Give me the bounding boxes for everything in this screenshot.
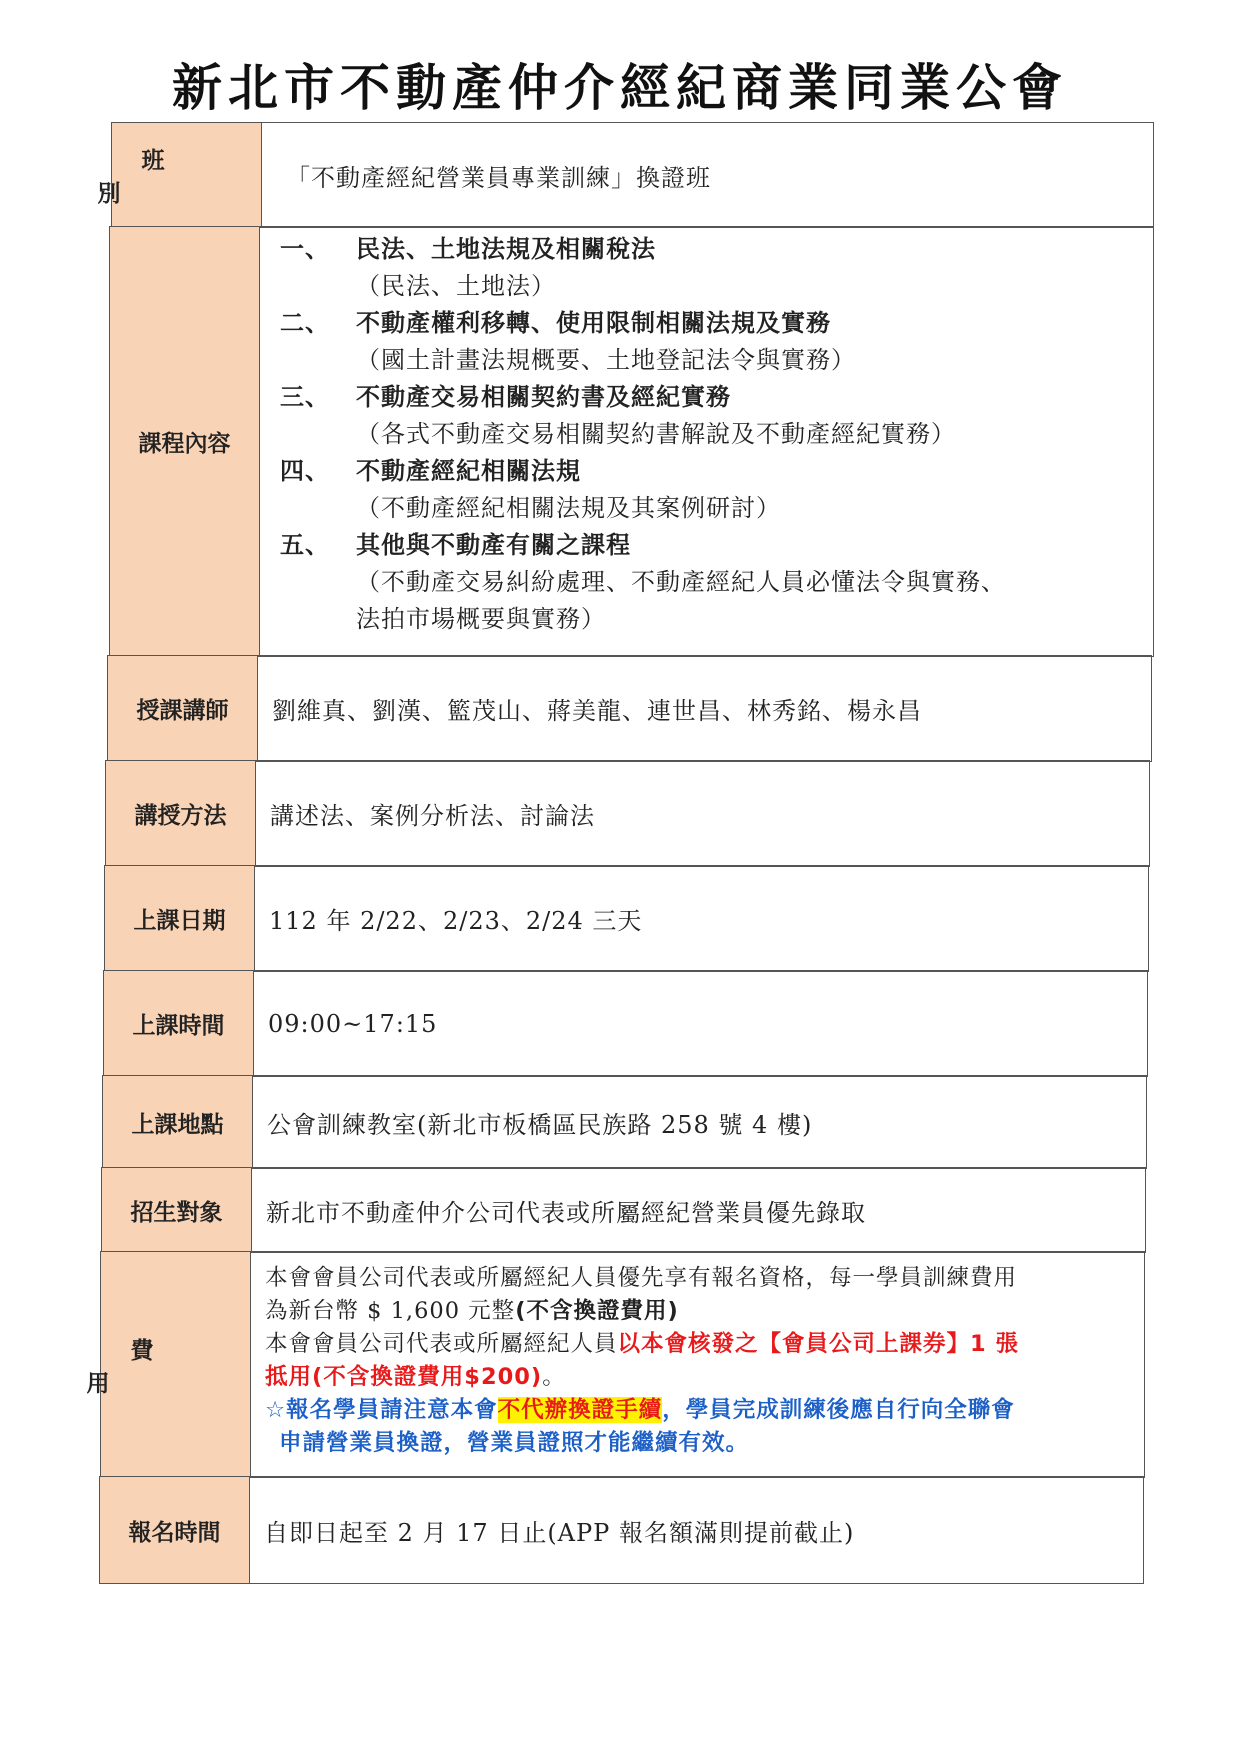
notice-highlight: 不代辦換證手續 [497,1397,663,1423]
row-label-signup: 報名時間 [100,1477,250,1583]
course-title: 不動產權利移轉、使用限制相關法規及實務 [356,309,831,337]
course-item [280,379,1153,453]
course-detail: （國土計畫法規概要、土地登記法令與實務） [356,346,856,374]
fee-notice-cont: 申請營業員換證，營業員證照才能繼續有效。 [279,1430,750,1456]
row-label-fee: 費 用 [101,1252,251,1477]
course-item [280,305,1153,379]
course-item [280,453,1153,527]
row-target [101,1167,1146,1253]
row-label-class: 班 別 [112,123,262,227]
row-location [102,1075,1147,1169]
fee-line [265,1328,1144,1361]
row-label-target: 招生對象 [102,1168,252,1252]
course-number: 四、 [280,457,330,485]
row-label-location: 上課地點 [103,1076,253,1168]
row-label-method: 講授方法 [106,761,256,866]
row-class [97,122,1154,228]
course-title: 不動產經紀相關法規 [356,457,581,485]
course-item [280,527,1153,638]
fee-details [251,1252,1144,1477]
date-value: 112 年 2/22、2/23、2/24 三天 [269,907,643,935]
fee-line: 本會會員公司代表或所屬經紀人員優先享有報名資格，每一學員訓練費用 [265,1265,1018,1291]
target-value: 新北市不動產仲介公司代表或所屬經紀營業員優先錄取 [266,1198,866,1227]
course-detail: （民法、土地法） [356,272,556,300]
signup-value: 自即日起至 2 月 17 日止(APP 報名額滿則提前截止) [264,1518,855,1547]
class-value: 「不動產經紀營業員專業訓練」換證班 [286,163,711,192]
course-item [280,231,1153,305]
row-label-date: 上課日期 [105,866,255,971]
fee-line [265,1361,1144,1394]
fee-voucher-highlight: 以本會核發之【會員公司上課券】1 張 [617,1331,1020,1357]
row-label-courses: 課程內容 [110,227,260,656]
time-value: 09:00~17:15 [268,1009,438,1038]
fee-voucher-deduction: 抵用(不含換證費用$200) [265,1364,543,1390]
course-title: 民法、土地法規及相關稅法 [356,235,656,263]
notice-start: ☆報名學員請注意本會 [265,1397,498,1423]
course-detail: （各式不動產交易相關契約書解說及不動產經紀實務） [356,420,956,448]
fee-period: 。 [542,1364,566,1390]
fee-amount: 為新台幣 $ 1,600 元整 [265,1298,516,1324]
fee-notice [265,1394,1144,1427]
course-number: 二、 [280,309,330,337]
location-value: 公會訓練教室(新北市板橋區民族路 258 號 4 樓) [267,1110,813,1139]
page-title: 新北市不動產仲介經紀商業同業公會 [172,59,1068,117]
fee-line [265,1295,1144,1328]
fee-exclusion: (不含換證費用) [515,1298,679,1324]
method-value: 講述法、案例分析法、討論法 [270,802,595,830]
course-number: 五、 [280,531,330,559]
course-title: 其他與不動產有關之課程 [356,531,631,559]
course-list [260,227,1153,656]
row-instructors [107,655,1152,762]
row-time [103,970,1148,1077]
row-method [105,760,1150,867]
row-courses [109,226,1154,657]
course-detail: （不動產交易糾紛處理、不動產經紀人員必懂法令與實務、 [356,568,1006,596]
instructors-value: 劉維真、劉漢、籃茂山、蔣美龍、連世昌、林秀銘、楊永昌 [272,697,922,725]
course-title: 不動產交易相關契約書及經紀實務 [356,383,731,411]
notice-middle: ，學員完成訓練後應自行向全聯會 [662,1397,1015,1423]
row-date [104,865,1149,972]
row-label-time: 上課時間 [104,971,254,1076]
row-label-instructors: 授課講師 [108,656,258,761]
course-detail: （不動產經紀相關法規及其案例研討） [356,494,781,522]
fee-voucher-text: 本會會員公司代表或所屬經紀人員 [265,1331,618,1357]
row-fee [86,1251,1145,1478]
course-detail: 法拍市場概要與實務） [356,605,606,633]
course-number: 一、 [280,235,330,263]
course-number: 三、 [280,383,330,411]
row-signup [99,1476,1144,1584]
